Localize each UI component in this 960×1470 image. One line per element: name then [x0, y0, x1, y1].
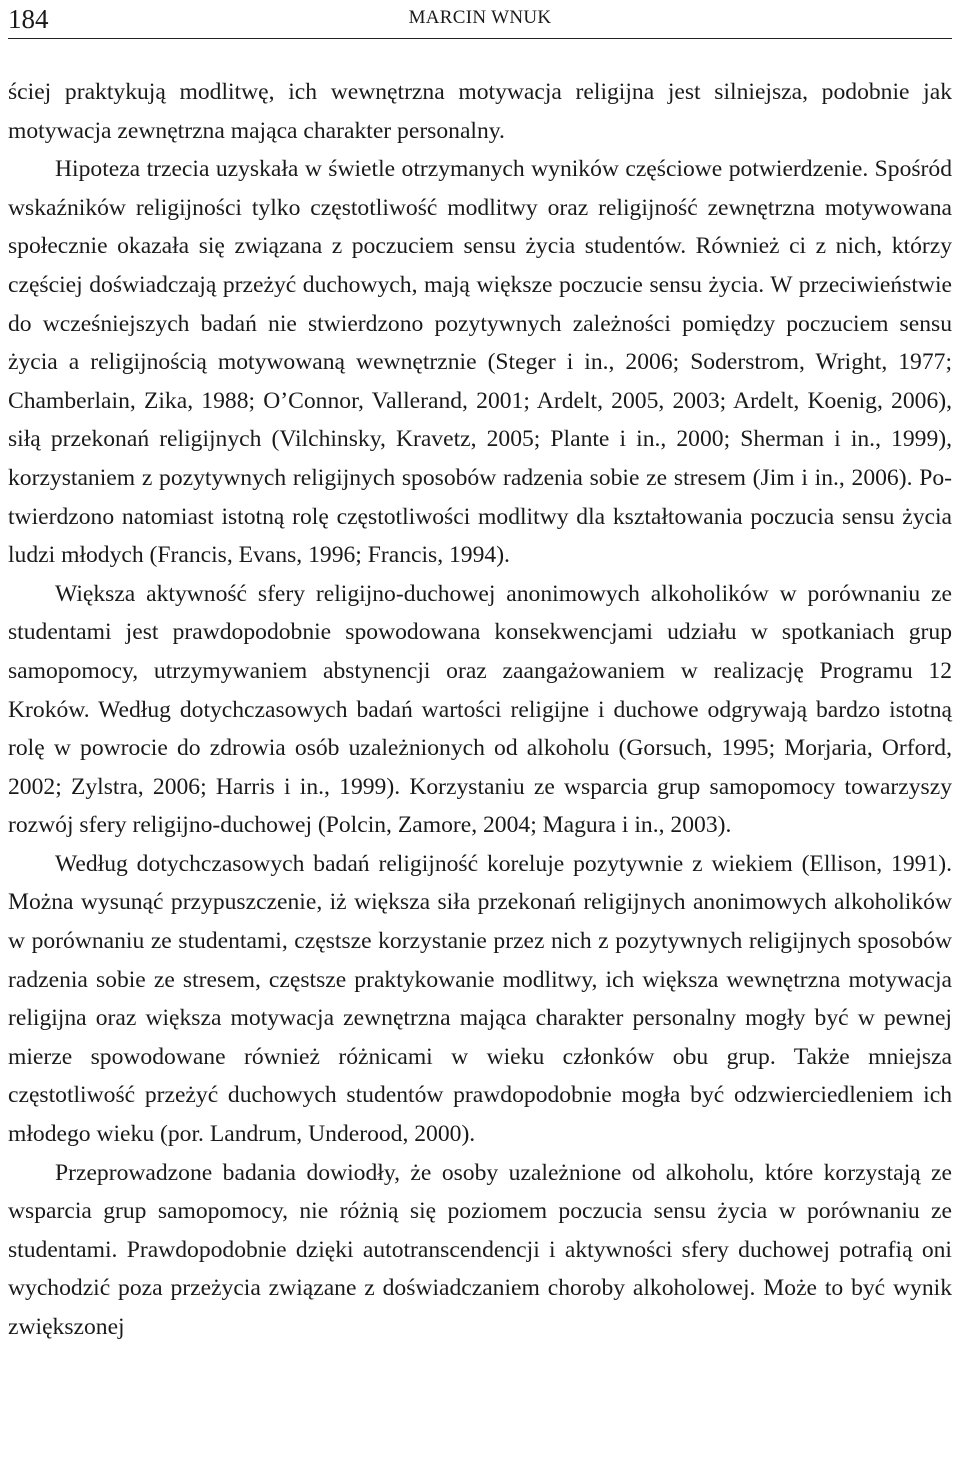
- paragraph-age-correlation: Według dotychczasowych badań religijność koreluje pozytywnie z wiekiem (Ellison, 1991). Można wysunąć przypuszczenie, iż większa siła przekonań religijnych anonimowych alkoholików w porównaniu ze studentami, częstsze korzystanie przez nich z pozytywnych religijnych sposobów radzenia sobie ze stresem, częstsze praktykowanie modlitwy, ich większa wewnętrzna motywacja religijna oraz większa motywacja zewnętrzna mająca charakter personalny mogły być w pewnej mierze spowodowane również różnicami w wieku członków obu grup. Także mniejsza częstotliwość przeżyć duchowych studentów prawdopodobnie mogła być odzwierciedleniem ich młodego wieku (por. Landrum, Underood, 2000).: [8, 850, 952, 1148]
- body-text: [8, 73, 952, 1347]
- paragraph-continued: ściej praktykują modlitwę, ich wewnętrzna motywacja religijna jest silniejsza, podobnie jak motywacja zewnętrzna mająca charakter personalny.: [8, 79, 952, 144]
- paragraph-religious-activity: Większa aktywność sfery religijno-duchowej anonimowych alkoholików w porównaniu ze studentami jest prawdopodobnie spowodowana konsekwencjami udziału w spotkaniach grup samopomocy, utrzymywaniem abstynencji oraz zaangażowaniem w realizację Programu 12 Kroków. Według dotychczasowych badań wartości religijne i duchowe odgrywają bardzo istotną rolę w powrocie do zdrowia osób uzależnionych od alkoholu (Gorsuch, 1995; Morjaria, Orford, 2002; Zylstra, 2006; Harris i in., 1999). Korzystaniu ze wsparcia grup samopomocy towarzyszy rozwój sfery religijno-duchowej (Polcin, Zamore, 2004; Magura i in., 2003).: [8, 580, 952, 839]
- paragraph-hypothesis-three: Hipoteza trzecia uzyskała w świetle otrzymanych wyników częściowe potwierdzenie. Spośród wskaźników religijności tylko częstotliwość modlitwy oraz religijność zewnętrzna motywowana społecznie okazała się związana z poczuciem sensu życia studentów. Również ci z nich, którzy częściej doświadczają przeżyć duchowych, mają większe poczucie sensu życia. W przeciwieństwie do wcześniejszych badań nie stwierdzono pozytywnych zależności pomiędzy poczuciem sensu życia a religijnością motywowaną wewnętrznie (Steger i in., 2006; Soderstrom, Wright, 1977; Chamberlain, Zika, 1988; O’Connor, Vallerand, 2001; Ardelt, 2005, 2003; Ardelt, Koenig, 2006), siłą przekonań religijnych (Vilchinsky, Kravetz, 2005; Plante i in., 2000; Sherman i in., 1999), korzystaniem z pozytywnych religijnych sposobów radzenia sobie ze stresem (Jim i in., 2006). Potwierdzono natomiast istotną rolę częstotliwości modlitwy dla kształtowania poczucia sensu życia ludzi młodych (Francis, Evans, 1996; Francis, 1994).: [8, 156, 952, 569]
- running-header: [8, 0, 952, 39]
- page-number: 184: [8, 4, 49, 34]
- paragraph-meaning-of-life: Przeprowadzone badania dowiodły, że osoby uzależnione od alkoholu, które korzystają ze wsparcia grup samopomocy, nie różnią się poziomem poczucia sensu życia w porównaniu ze studentami. Prawdopodobnie dzięki autotranscendencji i aktywności sfery duchowej potrafią oni wychodzić poza przeżycia związane z doświadczaniem choroby alkoholowej. Może to być wynik zwiększonej: [8, 1159, 952, 1340]
- running-author: MARCIN WNUK: [408, 7, 552, 28]
